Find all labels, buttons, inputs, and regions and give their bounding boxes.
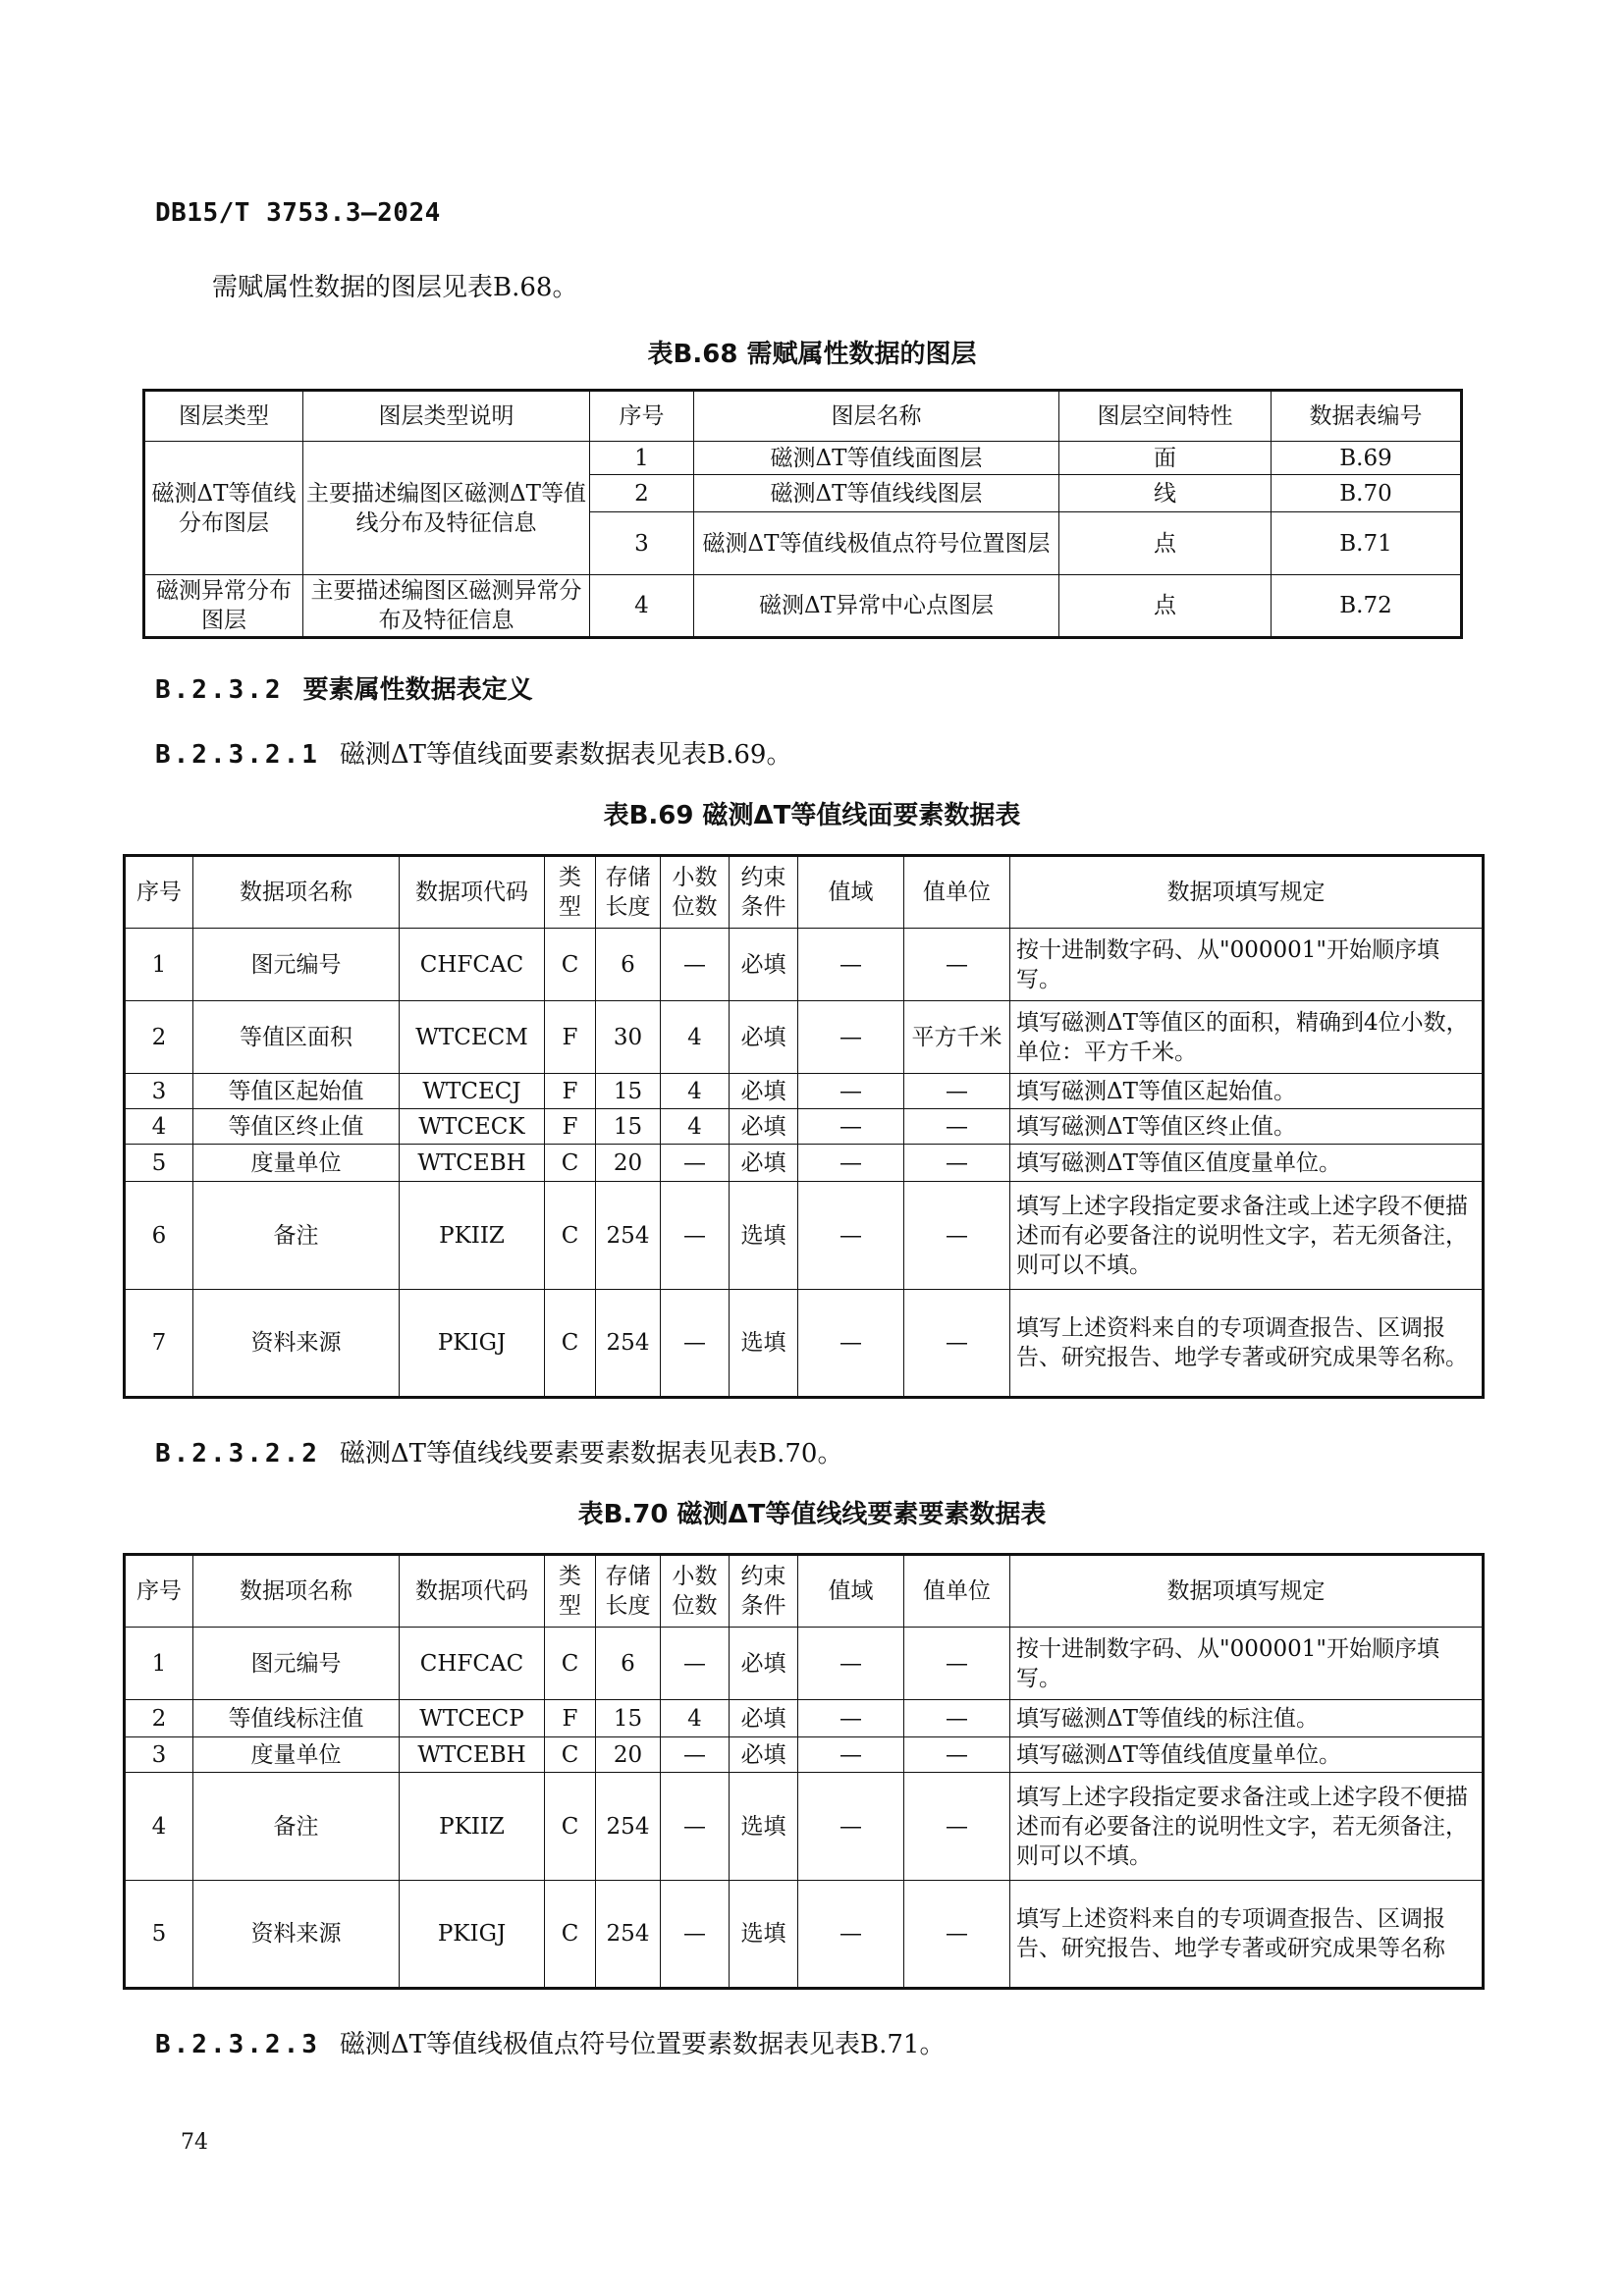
cell: 6 [596,1628,661,1700]
cell: C [545,1145,596,1182]
header-cell: 数据项代码 [400,856,545,929]
header-cell: 序号 [590,391,694,442]
cell: C [545,929,596,1001]
cell: 4 [125,1109,193,1145]
header-cell: 数据项填写规定 [1010,856,1484,929]
cell: 6 [596,929,661,1001]
table-row [125,1773,1484,1881]
cell: 2 [590,475,694,512]
header-cell: 图层名称 [694,391,1059,442]
header-cell: 值域 [798,856,904,929]
cell: — [798,1628,904,1700]
cell: 选填 [730,1290,798,1398]
cell: 磁测ΔT等值线极值点符号位置图层 [694,512,1059,575]
layer-desc-cell: 主要描述编图区磁测ΔT等值线分布及特征信息 [303,442,590,575]
section-b2321 [155,734,791,771]
document-code: DB15/T 3753.3—2024 [155,198,441,228]
header-cell: 类型 [545,1555,596,1628]
cell: 资料来源 [193,1290,400,1398]
cell: 必填 [730,1109,798,1145]
layer-type-cell: 磁测ΔT等值线分布图层 [144,442,303,575]
header-cell: 存储长度 [596,1555,661,1628]
layer-type-cell: 磁测异常分布图层 [144,575,303,638]
cell: 磁测ΔT等值线面图层 [694,442,1059,475]
section-b2323 [155,2024,945,2060]
cell: — [661,1628,730,1700]
cell: — [798,1881,904,1989]
layer-desc-cell: 主要描述编图区磁测异常分布及特征信息 [303,575,590,638]
cell: 必填 [730,1145,798,1182]
cell: — [904,1773,1010,1881]
cell: C [545,1773,596,1881]
header-cell: 值单位 [904,1555,1010,1628]
cell: F [545,1109,596,1145]
cell: 点 [1059,575,1272,638]
section-number: B.2.3.2.2 [155,1439,320,1468]
table-row [125,1737,1484,1773]
header-cell: 数据项名称 [193,1555,400,1628]
rule-cell: 填写上述字段指定要求备注或上述字段不便描述而有必要备注的说明性文字，若无须备注，则可以不填。 [1010,1773,1484,1881]
header-cell: 序号 [125,1555,193,1628]
cell: 20 [596,1737,661,1773]
cell: 3 [125,1737,193,1773]
header-cell: 数据表编号 [1272,391,1462,442]
rule-cell: 填写上述字段指定要求备注或上述字段不便描述而有必要备注的说明性文字，若无须备注，则可以不填。 [1010,1182,1484,1290]
cell: F [545,1074,596,1109]
cell: — [904,1737,1010,1773]
table-row [125,1290,1484,1398]
cell: 5 [125,1145,193,1182]
cell: 4 [590,575,694,638]
table-row [125,1074,1484,1109]
cell: 4 [125,1773,193,1881]
header-cell: 图层空间特性 [1059,391,1272,442]
cell: — [904,929,1010,1001]
cell: C [545,1881,596,1989]
table-row [125,1881,1484,1989]
cell: 选填 [730,1773,798,1881]
header-cell: 图层类型 [144,391,303,442]
section-number: B.2.3.2 [155,675,284,705]
table-header-row [125,1555,1484,1628]
header-cell: 图层类型说明 [303,391,590,442]
cell: WTCEBH [400,1737,545,1773]
cell: PKIGJ [400,1290,545,1398]
header-cell: 数据项名称 [193,856,400,929]
header-cell: 存储长度 [596,856,661,929]
cell: C [545,1290,596,1398]
cell: 面 [1059,442,1272,475]
cell: 254 [596,1290,661,1398]
cell: — [798,1001,904,1074]
cell: — [661,1881,730,1989]
cell: 1 [125,1628,193,1700]
rule-cell: 填写磁测ΔT等值区值度量单位。 [1010,1145,1484,1182]
cell: 必填 [730,1737,798,1773]
rule-cell: 填写磁测ΔT等值线值度量单位。 [1010,1737,1484,1773]
section-text: 磁测ΔT等值线面要素数据表见表B.69。 [339,740,792,770]
header-cell: 小数位数 [661,1555,730,1628]
page-number: 74 [181,2130,208,2155]
cell: 15 [596,1109,661,1145]
table-row [125,929,1484,1001]
cell: 度量单位 [193,1737,400,1773]
cell: WTCECJ [400,1074,545,1109]
cell: 5 [125,1881,193,1989]
cell: 2 [125,1700,193,1737]
table-b69-caption: 表B.69 磁测ΔT等值线面要素数据表 [603,801,1021,830]
header-cell: 数据项填写规定 [1010,1555,1484,1628]
rule-cell: 填写上述资料来自的专项调查报告、区调报告、研究报告、地学专著或研究成果等名称。 [1010,1290,1484,1398]
table-row [125,1109,1484,1145]
table-row [144,575,1462,638]
rule-cell: 填写磁测ΔT等值区终止值。 [1010,1109,1484,1145]
cell: F [545,1001,596,1074]
table-b70 [123,1553,1485,1990]
cell: 等值区起始值 [193,1074,400,1109]
cell: CHFCAC [400,1628,545,1700]
cell: C [545,1737,596,1773]
rule-cell: 填写上述资料来自的专项调查报告、区调报告、研究报告、地学专著或研究成果等名称 [1010,1881,1484,1989]
cell: — [798,1182,904,1290]
cell: WTCECM [400,1001,545,1074]
cell: — [798,1290,904,1398]
cell: 254 [596,1182,661,1290]
cell: 必填 [730,1700,798,1737]
cell: — [904,1182,1010,1290]
cell: 4 [661,1001,730,1074]
cell: — [904,1074,1010,1109]
table-b70-caption: 表B.70 磁测ΔT等值线线要素要素数据表 [577,1500,1047,1529]
cell: 图元编号 [193,929,400,1001]
cell: F [545,1700,596,1737]
cell: CHFCAC [400,929,545,1001]
cell: 必填 [730,1628,798,1700]
cell: B.70 [1272,475,1462,512]
table-header-row [125,856,1484,929]
cell: B.71 [1272,512,1462,575]
cell: 资料来源 [193,1881,400,1989]
cell: 磁测ΔT等值线线图层 [694,475,1059,512]
cell: 3 [590,512,694,575]
table-row [125,1628,1484,1700]
cell: 6 [125,1182,193,1290]
cell: 30 [596,1001,661,1074]
cell: 等值区面积 [193,1001,400,1074]
cell: 备注 [193,1773,400,1881]
cell: 等值区终止值 [193,1109,400,1145]
cell: — [904,1700,1010,1737]
section-b2322 [155,1433,842,1469]
section-title: 要素属性数据表定义 [302,675,533,705]
table-row [125,1145,1484,1182]
cell: — [661,929,730,1001]
cell: 平方千米 [904,1001,1010,1074]
cell: 15 [596,1074,661,1109]
rule-cell: 填写磁测ΔT等值区的面积，精确到4位小数，单位：平方千米。 [1010,1001,1484,1074]
cell: — [798,1145,904,1182]
cell: 选填 [730,1182,798,1290]
cell: — [661,1182,730,1290]
cell: 等值线标注值 [193,1700,400,1737]
rule-cell: 填写磁测ΔT等值区起始值。 [1010,1074,1484,1109]
cell: 备注 [193,1182,400,1290]
cell: 254 [596,1773,661,1881]
cell: 2 [125,1001,193,1074]
table-header-row [144,391,1462,442]
header-cell: 值单位 [904,856,1010,929]
cell: — [904,1290,1010,1398]
cell: — [904,1145,1010,1182]
cell: — [661,1773,730,1881]
cell: PKIGJ [400,1881,545,1989]
table-b68-caption: 表B.68 需赋属性数据的图层 [647,340,977,369]
cell: — [798,1773,904,1881]
cell: 必填 [730,1001,798,1074]
cell: — [661,1737,730,1773]
table-row [125,1182,1484,1290]
cell: 磁测ΔT异常中心点图层 [694,575,1059,638]
cell: 度量单位 [193,1145,400,1182]
cell: — [798,929,904,1001]
table-b69 [123,854,1485,1399]
header-cell: 约束条件 [730,856,798,929]
header-cell: 序号 [125,856,193,929]
cell: 4 [661,1074,730,1109]
cell: 必填 [730,929,798,1001]
table-row [125,1001,1484,1074]
cell: WTCECK [400,1109,545,1145]
cell: — [798,1700,904,1737]
cell: 1 [590,442,694,475]
cell: 3 [125,1074,193,1109]
cell: WTCEBH [400,1145,545,1182]
rule-cell: 填写磁测ΔT等值线的标注值。 [1010,1700,1484,1737]
cell: 7 [125,1290,193,1398]
section-text: 磁测ΔT等值线极值点符号位置要素数据表见表B.71。 [339,2030,946,2059]
cell: — [798,1109,904,1145]
cell: 线 [1059,475,1272,512]
table-b68 [142,389,1463,639]
table-row [125,1700,1484,1737]
cell: — [798,1074,904,1109]
header-cell: 小数位数 [661,856,730,929]
intro-paragraph: 需赋属性数据的图层见表B.68。 [212,273,578,302]
cell: — [904,1628,1010,1700]
cell: — [661,1290,730,1398]
cell: 必填 [730,1074,798,1109]
cell: — [661,1145,730,1182]
cell: PKIIZ [400,1773,545,1881]
header-cell: 约束条件 [730,1555,798,1628]
section-number: B.2.3.2.3 [155,2030,320,2059]
header-cell: 类型 [545,856,596,929]
header-cell: 数据项代码 [400,1555,545,1628]
cell: — [904,1109,1010,1145]
cell: WTCECP [400,1700,545,1737]
cell: C [545,1182,596,1290]
cell: PKIIZ [400,1182,545,1290]
table-row [144,442,1462,475]
section-text: 磁测ΔT等值线线要素要素数据表见表B.70。 [339,1439,843,1468]
header-cell: 值域 [798,1555,904,1628]
section-b232 [155,669,533,706]
cell: 点 [1059,512,1272,575]
cell: B.69 [1272,442,1462,475]
cell: 1 [125,929,193,1001]
cell: 254 [596,1881,661,1989]
cell: B.72 [1272,575,1462,638]
cell: — [904,1881,1010,1989]
rule-cell: 按十进制数字码、从"000001"开始顺序填写。 [1010,1628,1484,1700]
cell: 选填 [730,1881,798,1989]
cell: 4 [661,1109,730,1145]
cell: 20 [596,1145,661,1182]
cell: C [545,1628,596,1700]
cell: 15 [596,1700,661,1737]
cell: 图元编号 [193,1628,400,1700]
cell: — [798,1737,904,1773]
section-number: B.2.3.2.1 [155,740,320,770]
rule-cell: 按十进制数字码、从"000001"开始顺序填写。 [1010,929,1484,1001]
cell: 4 [661,1700,730,1737]
